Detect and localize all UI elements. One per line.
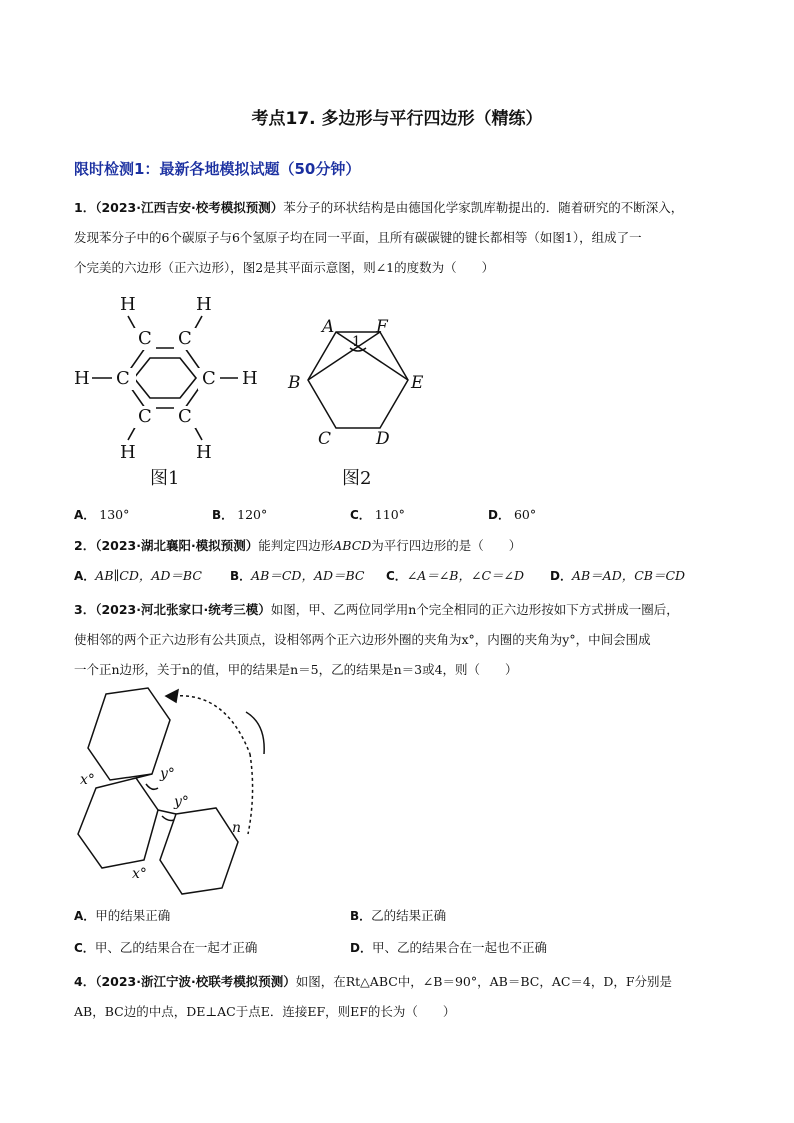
- q4-stem-2: AB，BC边的中点，DE⊥AC于点E．连接EF，则EF的长为（ ）: [74, 1004, 456, 1019]
- q1-figure-1: [70, 288, 270, 488]
- q1-option-b[interactable]: B． 120°: [212, 507, 268, 522]
- atom-c: C: [202, 368, 216, 389]
- hexagon-left: [78, 778, 158, 868]
- atom-c: C: [138, 328, 152, 349]
- q4-line1: [74, 972, 672, 992]
- q3-figure: [66, 684, 266, 900]
- label-y-inner-1: y°: [160, 766, 175, 782]
- q2-option-a[interactable]: A．AB∥CD，AD＝BC: [74, 568, 202, 583]
- q1-stem-3: 个完美的六边形（正六边形），图2是其平面示意图，则∠1的度数为（ ）: [74, 260, 495, 275]
- q3-option-d[interactable]: D．甲、乙的结果合在一起也不正确: [350, 940, 547, 955]
- fig1-caption: 图1: [150, 468, 180, 488]
- benzene-inner-ring: [134, 358, 196, 398]
- q1-stem-1: 苯分子的环状结构是由德国化学家凯库勒提出的．随着研究的不断深入，: [283, 200, 684, 215]
- q1-option-d[interactable]: D． 60°: [488, 507, 537, 522]
- atom-h: H: [74, 368, 90, 389]
- q2-source: （2023·湖北襄阳·模拟预测）: [95, 538, 259, 553]
- q2-number: 2．: [74, 538, 96, 553]
- vertex-c: C: [318, 429, 332, 449]
- angle-1-label: 1: [352, 334, 361, 350]
- atom-h: H: [242, 368, 258, 389]
- benzene-ring: [124, 348, 206, 408]
- q4-number: 4．: [74, 974, 96, 989]
- fig2-caption: 图2: [342, 468, 372, 489]
- q1-source: （2023·江西吉安·校考模拟预测）: [95, 200, 284, 215]
- q3-stem-2: 使相邻的两个正六边形有公共顶点，设相邻两个正六边形外圈的夹角为x°，内圈的夹角为y°，中间会围成: [74, 632, 651, 647]
- q2-option-c[interactable]: C．∠A＝∠B，∠C＝∠D: [386, 568, 525, 583]
- label-x-outer-2: x°: [132, 866, 147, 882]
- q3-stem-1: 如图，甲、乙两位同学用n个完全相同的正六边形按如下方式拼成一圈后，: [270, 602, 679, 617]
- q3-line1: [74, 600, 679, 620]
- atom-h: H: [196, 442, 212, 463]
- q3-number: 3．: [74, 602, 96, 617]
- q1-option-a[interactable]: A． 130°: [74, 507, 130, 522]
- page-title: 考点17. 多边形与平行四边形（精练）: [251, 109, 543, 129]
- q2-stem: 2．（2023·湖北襄阳·模拟预测）能判定四边形ABCD为平行四边形的是（ ）: [74, 538, 522, 553]
- q3-source: （2023·河北张家口·统考三模）: [95, 602, 271, 617]
- vertex-d: D: [376, 429, 390, 449]
- atom-h: H: [196, 294, 212, 315]
- atom-h: H: [120, 294, 136, 315]
- atom-c: C: [138, 406, 152, 427]
- vertex-b: B: [288, 373, 301, 393]
- q1-number: 1．: [74, 200, 96, 215]
- label-y-inner-2: y°: [174, 794, 189, 810]
- q1-figure-2: [280, 310, 440, 490]
- atom-c: C: [116, 368, 130, 389]
- q2-option-d[interactable]: D．AB＝AD，CB＝CD: [550, 568, 686, 583]
- label-x-outer-1: x°: [80, 772, 95, 788]
- vertex-f: F: [376, 317, 388, 337]
- q3-option-c[interactable]: C．甲、乙的结果合在一起才正确: [74, 940, 258, 955]
- q1-stem-2: 发现苯分子中的6个碳原子与6个氢原子均在同一平面，且所有碳碳键的键长都相等（如图1），组成了一: [74, 230, 642, 245]
- q3-stem-3: 一个正n边形，关于n的值，甲的结果是n＝5，乙的结果是n＝3或4，则（ ）: [74, 662, 518, 677]
- arrow-head: [166, 690, 178, 702]
- label-n: n: [232, 820, 242, 836]
- q4-source: （2023·浙江宁波·校联考模拟预测）: [95, 974, 296, 989]
- section-heading: 限时检测1：最新各地模拟试题（50分钟）: [74, 160, 361, 178]
- q2-option-b[interactable]: B．AB＝CD，AD＝BC: [230, 568, 365, 583]
- q3-option-a[interactable]: A．甲的结果正确: [74, 908, 171, 923]
- vertex-e: E: [411, 373, 424, 393]
- q3-option-b[interactable]: B．乙的结果正确: [350, 908, 447, 923]
- atom-h: H: [120, 442, 136, 463]
- vertex-a: A: [322, 317, 335, 337]
- atom-c: C: [178, 328, 192, 349]
- hexagon-top: [88, 688, 170, 780]
- q1-line1: [74, 198, 683, 218]
- q4-stem-1: 如图，在Rt△ABC中，∠B＝90°，AB＝BC，AC＝4，D，F分别是: [295, 974, 673, 989]
- atom-c: C: [178, 406, 192, 427]
- q1-option-c[interactable]: C． 110°: [350, 507, 405, 522]
